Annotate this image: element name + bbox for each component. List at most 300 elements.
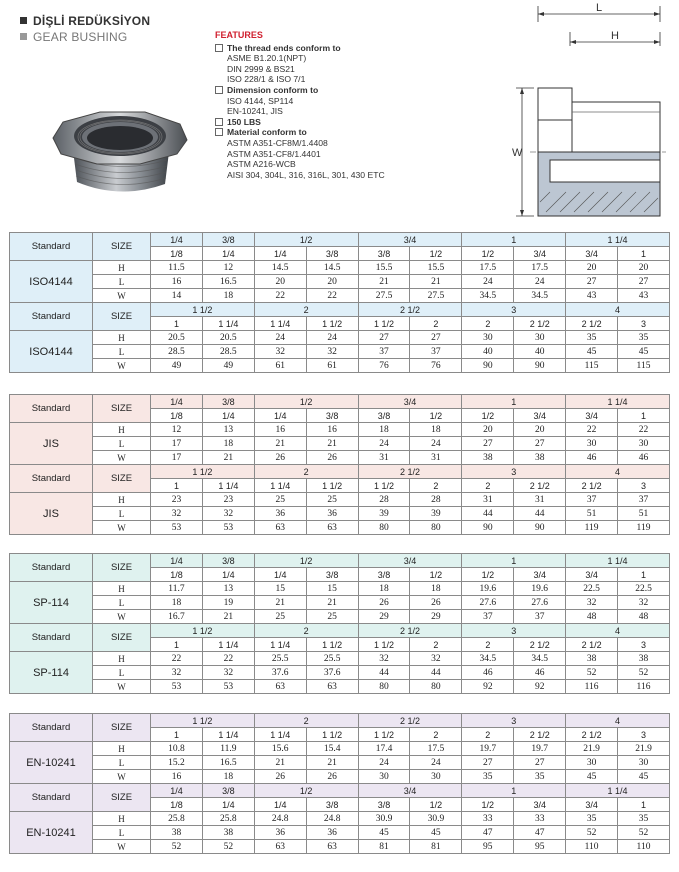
dimension-value: 45	[410, 826, 462, 840]
reduced-size-cell: 1/2	[462, 568, 514, 582]
gear-bushing-photo	[45, 100, 195, 205]
dimension-value: 27	[462, 437, 514, 451]
dimension-value: 39	[410, 507, 462, 521]
nominal-size-cell: 1	[462, 784, 566, 798]
features-list	[215, 30, 385, 180]
nominal-size-cell: 1	[462, 233, 566, 247]
reduced-size-cell: 1 1/2	[306, 638, 358, 652]
reduced-size-cell: 2	[410, 638, 462, 652]
dimension-value: 25.8	[151, 812, 203, 826]
dimension-value: 38	[462, 451, 514, 465]
dimension-value: 30	[618, 756, 670, 770]
dimension-row-h	[10, 742, 670, 756]
dimension-row-l	[10, 345, 670, 359]
dimension-value: 31	[462, 493, 514, 507]
dimension-value: 43	[618, 289, 670, 303]
reduced-size-cell: 1 1/2	[358, 317, 410, 331]
dimension-value: 26	[254, 770, 306, 784]
nominal-size-cell: 1/2	[254, 233, 358, 247]
reduced-size-cell: 2 1/2	[514, 317, 566, 331]
dimension-value: 35	[566, 812, 618, 826]
nominal-size-cell: 3/4	[358, 395, 462, 409]
dimension-value: 30	[358, 770, 410, 784]
dimension-value: 18	[202, 770, 254, 784]
reduced-size-cell: 3/8	[306, 568, 358, 582]
title-turkish	[20, 14, 150, 28]
dimension-value: 15.5	[410, 261, 462, 275]
nominal-size-cell: 1/4	[151, 233, 203, 247]
reduced-size-cell: 1/4	[254, 568, 306, 582]
dimension-value: 36	[306, 826, 358, 840]
dimension-value: 32	[254, 345, 306, 359]
dimension-value: 16.7	[151, 610, 203, 624]
dimension-value: 17.4	[358, 742, 410, 756]
reduced-size-cell: 2 1/2	[514, 638, 566, 652]
reduced-size-cell: 1	[618, 798, 670, 812]
dimension-value: 81	[410, 840, 462, 854]
dimension-value: 35	[462, 770, 514, 784]
dimension-value: 30	[462, 331, 514, 345]
dimension-value: 49	[202, 359, 254, 373]
dimension-value: 26	[254, 451, 306, 465]
dimension-value: 80	[410, 680, 462, 694]
dimension-value: 25.8	[202, 812, 254, 826]
features-groups	[215, 43, 385, 181]
dimension-value: 43	[566, 289, 618, 303]
dimension-value: 15.5	[358, 261, 410, 275]
nominal-size-cell: 3/4	[358, 233, 462, 247]
dimension-value: 27	[358, 331, 410, 345]
dimension-value: 25	[254, 610, 306, 624]
dimension-value: 37.6	[254, 666, 306, 680]
dimension-value: 21	[202, 451, 254, 465]
dimension-value: 27	[462, 756, 514, 770]
dimension-label: L	[93, 507, 151, 521]
reduced-size-cell: 2	[410, 479, 462, 493]
dimension-row-w	[10, 770, 670, 784]
reduced-size-cell: 1 1/4	[202, 317, 254, 331]
feature-group-title-text: The thread ends conform to	[227, 42, 341, 53]
dimension-value: 90	[514, 521, 566, 535]
dimension-value: 28	[358, 493, 410, 507]
dimension-value: 61	[254, 359, 306, 373]
dimension-value: 53	[151, 521, 203, 535]
dimension-value: 20.5	[151, 331, 203, 345]
dimension-value: 48	[566, 610, 618, 624]
reduced-size-cell: 1/2	[462, 409, 514, 423]
reduced-size-cell: 2 1/2	[566, 638, 618, 652]
reduced-size-cell: 1 1/4	[254, 317, 306, 331]
standard-name: JIS	[10, 423, 93, 465]
dimension-value: 27	[514, 756, 566, 770]
dimension-value: 38	[151, 826, 203, 840]
dimension-value: 28	[410, 493, 462, 507]
standard-name: ISO4144	[10, 331, 93, 373]
standard-header: Standard	[10, 624, 93, 652]
dimension-value: 36	[306, 507, 358, 521]
dimension-value: 63	[306, 680, 358, 694]
dimension-value: 21	[306, 437, 358, 451]
dimension-value: 116	[566, 680, 618, 694]
dimension-value: 35	[514, 770, 566, 784]
dimension-row-h	[10, 423, 670, 437]
nominal-size-cell: 4	[566, 303, 670, 317]
dimension-label: W	[93, 451, 151, 465]
dimension-value: 90	[462, 521, 514, 535]
dimension-value: 23	[202, 493, 254, 507]
nominal-size-cell: 3/4	[358, 784, 462, 798]
dimension-value: 31	[358, 451, 410, 465]
dimension-value: 35	[618, 812, 670, 826]
dimension-value: 115	[566, 359, 618, 373]
dimension-value: 13	[202, 423, 254, 437]
reduced-size-cell: 1 1/4	[202, 638, 254, 652]
reduced-size-cell: 1	[618, 568, 670, 582]
nominal-size-cell: 1/4	[151, 395, 203, 409]
dimension-label: L	[93, 666, 151, 680]
dimension-value: 45	[618, 345, 670, 359]
reduced-size-cell: 1 1/4	[254, 479, 306, 493]
reduced-size-cell: 3/4	[566, 798, 618, 812]
standard-name: SP-114	[10, 652, 93, 694]
dimension-value: 80	[358, 521, 410, 535]
dimension-value: 20	[514, 423, 566, 437]
nominal-size-cell: 2	[254, 303, 358, 317]
dimension-value: 22.5	[566, 582, 618, 596]
reduced-size-cell: 1/2	[462, 247, 514, 261]
dimension-value: 16	[254, 423, 306, 437]
standard-name: EN-10241	[10, 742, 93, 784]
nominal-size-cell: 1 1/4	[566, 395, 670, 409]
reduced-size-cell: 1/4	[254, 247, 306, 261]
dimension-value: 32	[566, 596, 618, 610]
dimension-value: 92	[462, 680, 514, 694]
dimension-value: 116	[618, 680, 670, 694]
feature-group-title-text: Dimension conform to	[227, 84, 319, 95]
dimension-value: 31	[514, 493, 566, 507]
dimension-value: 18	[358, 582, 410, 596]
dimension-value: 45	[358, 826, 410, 840]
dimension-value: 30	[566, 437, 618, 451]
feature-item: ASME B1.20.1(NPT)	[227, 53, 307, 64]
dimension-value: 34.5	[462, 289, 514, 303]
dimension-value: 34.5	[514, 289, 566, 303]
dimension-value: 15.4	[306, 742, 358, 756]
dimension-value: 17	[151, 451, 203, 465]
dimension-row-w	[10, 680, 670, 694]
nominal-size-cell: 2	[254, 714, 358, 728]
dimension-value: 115	[618, 359, 670, 373]
dimension-label: W	[93, 289, 151, 303]
dimension-value: 80	[358, 680, 410, 694]
checkbox-square-icon	[215, 128, 223, 136]
dimension-value: 25	[306, 493, 358, 507]
nominal-size-cell: 3/8	[202, 233, 254, 247]
dimension-value: 25.5	[306, 652, 358, 666]
dimension-value: 12	[202, 261, 254, 275]
feature-item: DIN 2999 & BS21	[227, 63, 295, 74]
square-bullet-icon	[20, 33, 27, 40]
dimension-value: 45	[566, 345, 618, 359]
dimension-value: 46	[566, 451, 618, 465]
reduced-size-cell: 2	[462, 728, 514, 742]
title-english-text: GEAR BUSHING	[33, 30, 128, 44]
reduced-size-cell: 1 1/2	[306, 479, 358, 493]
dimension-value: 37	[618, 493, 670, 507]
dimension-value: 22	[254, 289, 306, 303]
feature-group-title-text: 150 LBS	[227, 116, 261, 127]
jis-table	[9, 394, 670, 535]
dimension-value: 46	[462, 666, 514, 680]
feature-item: AISI 304, 304L, 316, 316L, 301, 430 ETC	[227, 169, 385, 180]
dimension-value: 52	[202, 840, 254, 854]
dimension-value: 38	[618, 652, 670, 666]
reduced-size-cell: 1	[618, 247, 670, 261]
dimension-row-h	[10, 493, 670, 507]
nominal-size-cell: 1/2	[254, 554, 358, 568]
dimension-row-h	[10, 652, 670, 666]
dimension-value: 21	[306, 596, 358, 610]
nominal-size-cell: 3/4	[358, 554, 462, 568]
dimension-value: 38	[566, 652, 618, 666]
dimension-value: 21	[306, 756, 358, 770]
dimension-value: 11.9	[202, 742, 254, 756]
nominal-size-cell: 4	[566, 624, 670, 638]
reduced-size-cell: 3/8	[358, 568, 410, 582]
dimension-label: W	[93, 840, 151, 854]
dimension-row-h	[10, 812, 670, 826]
dimension-value: 22	[151, 652, 203, 666]
size-header: SIZE	[93, 395, 151, 423]
title-turkish-text: DİŞLİ REDÜKSİYON	[33, 14, 151, 28]
dimension-value: 29	[410, 610, 462, 624]
feature-item: EN-10241, JIS	[227, 106, 283, 117]
dimension-value: 32	[151, 666, 203, 680]
dimension-label-h: H	[611, 30, 619, 42]
dimension-row-w	[10, 289, 670, 303]
dimension-value: 44	[410, 666, 462, 680]
size-header-row	[10, 465, 670, 479]
dimension-label-w: W	[512, 147, 523, 159]
dimension-value: 28.5	[202, 345, 254, 359]
dimension-value: 14.5	[254, 261, 306, 275]
dimension-label: L	[93, 826, 151, 840]
reduced-size-cell: 1	[151, 728, 203, 742]
dimension-value: 46	[514, 666, 566, 680]
feature-item: ISO 4144, SP114	[227, 95, 294, 106]
standard-header: Standard	[10, 784, 93, 812]
reduced-size-cell: 3/8	[358, 409, 410, 423]
dimension-label: H	[93, 423, 151, 437]
dimension-value: 26	[306, 451, 358, 465]
reduced-size-cell: 1/8	[151, 247, 203, 261]
reduced-size-cell: 1/2	[410, 247, 462, 261]
dimension-value: 47	[514, 826, 566, 840]
dimension-value: 20	[566, 261, 618, 275]
dimension-label: W	[93, 610, 151, 624]
dimension-value: 22	[202, 652, 254, 666]
feature-group-title	[215, 43, 385, 54]
dimension-value: 38	[514, 451, 566, 465]
dimension-label: H	[93, 812, 151, 826]
dimension-value: 27.5	[410, 289, 462, 303]
dimension-value: 21	[254, 437, 306, 451]
nominal-size-cell: 3	[462, 624, 566, 638]
reduced-size-cell: 2 1/2	[514, 728, 566, 742]
size-header-row	[10, 714, 670, 728]
dimension-value: 24	[306, 331, 358, 345]
dimension-value: 12	[151, 423, 203, 437]
checkbox-square-icon	[215, 86, 223, 94]
dimension-value: 53	[202, 680, 254, 694]
reduced-size-cell: 1	[151, 638, 203, 652]
reduced-size-cell: 1 1/2	[306, 728, 358, 742]
dimension-value: 21	[254, 596, 306, 610]
dimension-value: 15	[254, 582, 306, 596]
dimension-value: 24	[462, 275, 514, 289]
reduced-size-cell: 1/4	[202, 409, 254, 423]
nominal-size-cell: 1 1/2	[151, 624, 255, 638]
nominal-size-cell: 1 1/4	[566, 554, 670, 568]
dimension-value: 18	[151, 596, 203, 610]
nominal-size-cell: 3	[462, 303, 566, 317]
dimension-value: 37	[566, 493, 618, 507]
dimension-value: 22.5	[618, 582, 670, 596]
reduced-size-cell: 3/8	[306, 247, 358, 261]
size-header-row	[10, 233, 670, 247]
dimension-value: 32	[618, 596, 670, 610]
dimension-value: 15.2	[151, 756, 203, 770]
nominal-size-cell: 3/8	[202, 784, 254, 798]
size-header-row	[10, 303, 670, 317]
dimension-value: 35	[566, 331, 618, 345]
nominal-size-cell: 2 1/2	[358, 465, 462, 479]
reduced-size-cell: 2	[462, 638, 514, 652]
dimension-value: 90	[462, 359, 514, 373]
dimension-value: 32	[410, 652, 462, 666]
size-header: SIZE	[93, 624, 151, 652]
checkbox-square-icon	[215, 118, 223, 126]
dimension-value: 20	[306, 275, 358, 289]
reduced-size-cell: 3/4	[566, 247, 618, 261]
reduced-size-cell: 3/8	[358, 798, 410, 812]
dimension-label: L	[93, 345, 151, 359]
size-header: SIZE	[93, 714, 151, 742]
reduced-size-cell: 1/4	[254, 409, 306, 423]
reduced-size-cell: 3	[618, 317, 670, 331]
en-10241-table	[9, 713, 670, 854]
dimension-value: 24	[358, 437, 410, 451]
dimension-value: 15.6	[254, 742, 306, 756]
dimension-value: 32	[202, 666, 254, 680]
dimension-value: 37	[358, 345, 410, 359]
dimension-value: 46	[618, 451, 670, 465]
reduced-size-cell: 1/2	[410, 409, 462, 423]
technical-drawing	[510, 2, 670, 220]
dimension-value: 20	[618, 261, 670, 275]
dimension-label: H	[93, 331, 151, 345]
feature-group-title	[215, 85, 385, 96]
dimension-value: 95	[514, 840, 566, 854]
reduced-size-cell: 1 1/4	[202, 728, 254, 742]
nominal-size-cell: 1 1/4	[566, 784, 670, 798]
dimension-label: L	[93, 437, 151, 451]
nominal-size-cell: 2	[254, 624, 358, 638]
reduced-size-cell: 1/8	[151, 568, 203, 582]
dimension-value: 18	[202, 289, 254, 303]
dimension-value: 53	[151, 680, 203, 694]
reduced-size-cell: 2	[410, 317, 462, 331]
dimension-label: L	[93, 596, 151, 610]
dimension-value: 18	[358, 423, 410, 437]
reduced-size-cell: 1/4	[202, 247, 254, 261]
dimension-value: 92	[514, 680, 566, 694]
dimension-label: W	[93, 359, 151, 373]
dimension-row-w	[10, 610, 670, 624]
reduced-size-cell: 3/8	[306, 409, 358, 423]
dimension-value: 80	[410, 521, 462, 535]
standard-name: EN-10241	[10, 812, 93, 854]
dimension-value: 27.6	[514, 596, 566, 610]
reduced-size-cell: 1 1/4	[254, 638, 306, 652]
dimension-row-w	[10, 840, 670, 854]
dimension-value: 25.5	[254, 652, 306, 666]
dimension-value: 16	[151, 770, 203, 784]
dimension-value: 24.8	[306, 812, 358, 826]
size-header: SIZE	[93, 233, 151, 261]
nominal-size-cell: 1/2	[254, 784, 358, 798]
standard-header: Standard	[10, 395, 93, 423]
dimension-value: 36	[254, 507, 306, 521]
dimension-value: 63	[254, 680, 306, 694]
dimension-value: 27.6	[462, 596, 514, 610]
dimension-value: 25	[254, 493, 306, 507]
dimension-value: 119	[566, 521, 618, 535]
dimension-value: 16.5	[202, 275, 254, 289]
dimension-label: H	[93, 652, 151, 666]
dimension-value: 76	[410, 359, 462, 373]
dimension-value: 17	[151, 437, 203, 451]
dimension-value: 19.6	[514, 582, 566, 596]
reduced-size-cell: 1/4	[202, 568, 254, 582]
dimension-value: 30	[618, 437, 670, 451]
dimension-value: 25	[306, 610, 358, 624]
dimension-value: 33	[462, 812, 514, 826]
dimension-value: 15	[306, 582, 358, 596]
size-header-row	[10, 624, 670, 638]
standard-header: Standard	[10, 554, 93, 582]
dimension-value: 17.5	[410, 742, 462, 756]
dimension-row-l	[10, 666, 670, 680]
dimension-value: 22	[618, 423, 670, 437]
dimension-value: 21	[358, 275, 410, 289]
dimension-value: 17.5	[514, 261, 566, 275]
nominal-size-cell: 4	[566, 714, 670, 728]
dimension-label: H	[93, 493, 151, 507]
dimension-row-h	[10, 582, 670, 596]
dimension-value: 40	[514, 345, 566, 359]
dimension-value: 27	[410, 331, 462, 345]
dimension-value: 63	[306, 521, 358, 535]
dimension-value: 34.5	[514, 652, 566, 666]
reduced-size-cell: 3	[618, 638, 670, 652]
dimension-value: 20	[254, 275, 306, 289]
dimension-value: 44	[358, 666, 410, 680]
dimension-value: 21	[410, 275, 462, 289]
dimension-value: 110	[618, 840, 670, 854]
dimension-value: 16	[151, 275, 203, 289]
reduced-size-cell: 2 1/2	[566, 479, 618, 493]
